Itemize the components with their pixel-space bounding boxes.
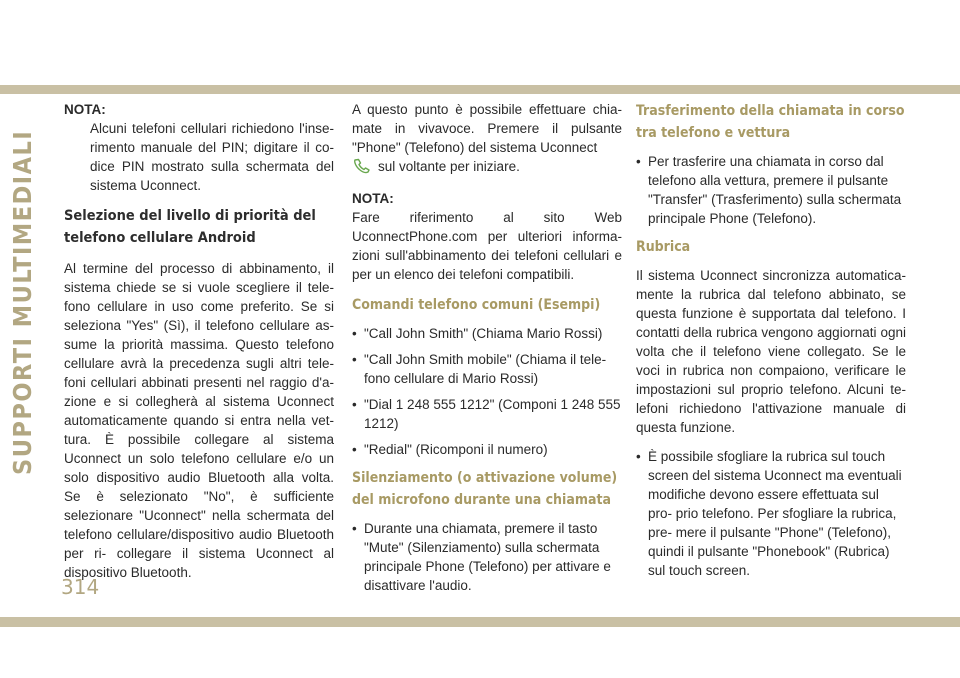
- transfer-list: [636, 152, 906, 228]
- section-side-label: SUPPORTI MULTIMEDIALI: [8, 129, 37, 475]
- note-label: NOTA:: [64, 102, 106, 117]
- note-text-2: Fare riferimento al sito Web UconnectPhone.com per ulteriori informa- zioni sull'abbinamento dei telefoni cellulari e per un elenco dei telefoni compatibili.: [352, 210, 622, 282]
- list-item: • "Dial 1 248 555 1212" (Componi 1 248 555 1212): [352, 397, 621, 431]
- top-margin: [0, 0, 960, 85]
- mute-list: [352, 519, 622, 595]
- note-label-2: NOTA:: [352, 191, 394, 206]
- commands-list: [352, 324, 622, 459]
- phonebook-list: [636, 447, 906, 580]
- list-item: • "Redial" (Ricomponi il numero): [352, 442, 548, 457]
- handsfree-intro-text: A questo punto è possibile effettuare chia- mate in vivavoce. Premere il pulsante "Phone" (Telefono) del sistema Uconnect: [352, 102, 622, 155]
- column-3: [636, 100, 906, 588]
- page-number: 314: [61, 575, 100, 599]
- top-decorative-bar: [0, 85, 960, 94]
- handsfree-intro-text-after-icon: sul voltante per iniziare.: [378, 159, 520, 174]
- list-item: • "Call John Smith" (Chiama Mario Rossi): [352, 326, 603, 341]
- transfer-heading: Trasferimento della chiamata in corso tra telefono e vettura: [636, 103, 905, 141]
- list-item: • "Call John Smith mobile" (Chiama il tele- fono cellulare di Mario Rossi): [352, 352, 607, 386]
- bottom-decorative-bar: [0, 617, 960, 627]
- phone-handset-icon: [352, 158, 372, 179]
- phonebook-heading: Rubrica: [636, 239, 691, 255]
- mute-heading: Silenziamento (o attivazione volume) del microfono durante una chiamata: [352, 470, 618, 508]
- common-commands-heading: Comandi telefono comuni (Esempi): [352, 297, 601, 313]
- list-item: • Durante una chiamata, premere il tasto "Mute" (Silenziamento) sulla schermata principale Phone (Telefono) per attivare e disattivare l'audio.: [352, 521, 611, 593]
- android-priority-heading: Selezione del livello di priorità del telefono cellulare Android: [64, 208, 316, 246]
- handsfree-intro: [352, 100, 622, 179]
- column-1: [64, 100, 334, 592]
- android-priority-body: Al termine del processo di abbinamento, il sistema chiede se si vuole scegliere il tele- fono cellulare in uso come preferito. Se si seleziona "Yes" (Sì), il telefono cellulare as- sume la priorità massima. Questo telefono cellulare avrà la precedenza sugli altri tele- foni cellulari abbinati presenti nel raggio d'a- zione e si collegherà al sistema Uconnect automaticamente quando si entra nella vet- tura. È possibile collegare al sistema Uconnect un solo telefono cellulare e/o un solo dispositivo audio Bluetooth alla volta. Se è selezionato "No", è sufficiente selezionare "Uconnect" nella schermata del telefono cellulare/dispositivo audio Bluetooth per ri- collegare il sistema Uconnect al dispositivo Bluetooth.: [64, 261, 334, 580]
- phonebook-body: Il sistema Uconnect sincronizza automatica- mente la rubrica dal telefono abbinato, se questa funzione è supportata dal telefono. I contatti della rubrica vengono aggiornati ogni volta che il telefono viene collegato. Se le voci in rubrica non compaiono, verificare le impostazioni sul proprio telefono. Alcuni te- lefoni richiedono l'attivazione manuale di questa funzione.: [636, 268, 906, 435]
- note-text: Alcuni telefoni cellulari richiedono l'inse- rimento manuale del PIN; digitare il co- dice PIN mostrato sulla schermata del sistema Uconnect.: [90, 121, 334, 193]
- column-2: [352, 100, 622, 603]
- list-item: • È possibile sfogliare la rubrica sul touch screen del sistema Uconnect ma eventuali modifiche devono essere effettuata sul pro- prio telefono. Per sfogliare la rubrica, pre- mere il pulsante "Phone" (Telefono), quindi il pulsante "Phonebook" (Rubrica) sul touch screen.: [636, 449, 902, 578]
- list-item: • Per trasferire una chiamata in corso dal telefono alla vettura, premere il pulsante "Transfer" (Trasferimento) sulla schermata principale Phone (Telefono).: [636, 154, 902, 226]
